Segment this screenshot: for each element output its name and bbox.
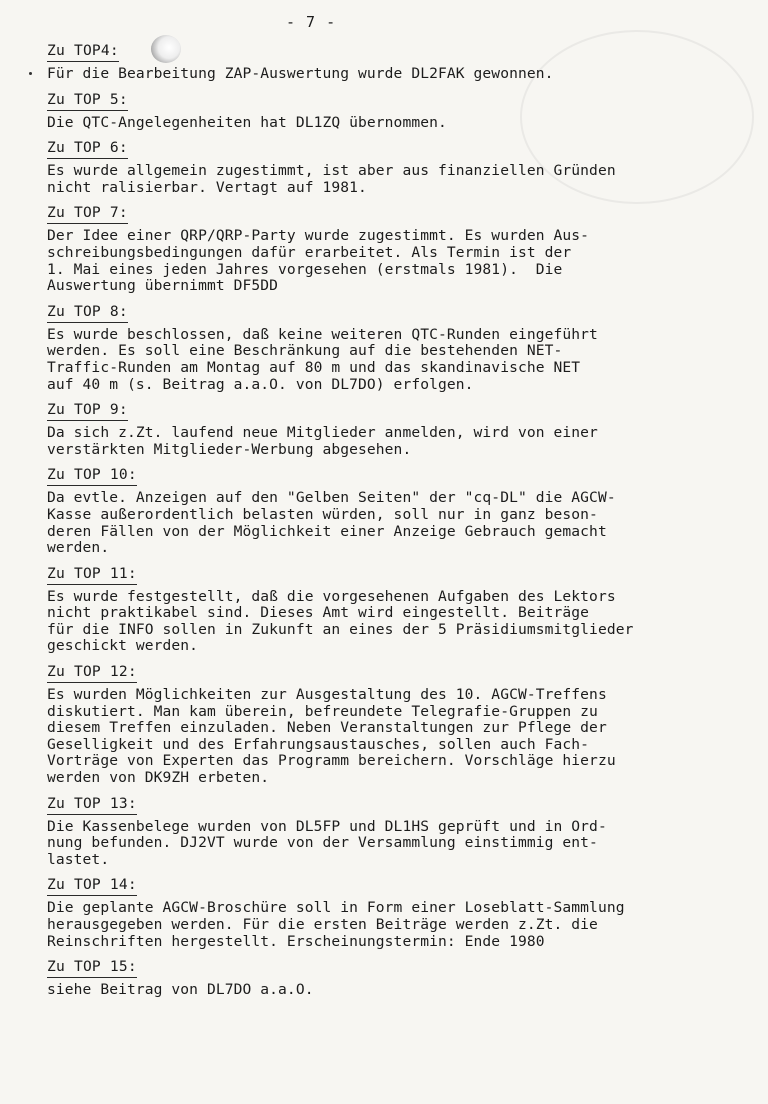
section-text-line: nicht ralisierbar. Vertagt auf 1981. bbox=[47, 178, 367, 196]
page-number: - 7 - bbox=[286, 13, 337, 31]
section-text-line: Reinschriften hergestellt. Erscheinungstermin: Ende 1980 bbox=[47, 932, 545, 950]
section-text-line: Es wurde beschlossen, daß keine weiteren QTC-Runden eingeführt bbox=[47, 325, 598, 343]
section-text-line: Der Idee einer QRP/QRP-Party wurde zugestimmt. Es wurden Aus- bbox=[47, 227, 590, 245]
section-text-line: Es wurden Möglichkeiten zur Ausgestaltung des 10. AGCW-Treffens bbox=[47, 686, 607, 704]
section-top-12 bbox=[47, 661, 747, 787]
section-heading: Zu TOP 10: bbox=[47, 465, 137, 486]
section-text-line: werden. bbox=[47, 539, 110, 557]
section-text-line: Die QTC-Angelegenheiten hat DL1ZQ übernommen. bbox=[47, 113, 447, 131]
section-top-6 bbox=[47, 137, 747, 196]
section-heading: Zu TOP 13: bbox=[47, 794, 137, 815]
section-text-line: Traffic-Runden am Montag auf 80 m und das skandinavische NET bbox=[47, 358, 581, 376]
section-text-line: Für die Bearbeitung ZAP-Auswertung wurde DL2FAK gewonnen. bbox=[47, 65, 554, 82]
section-top-10 bbox=[47, 464, 747, 556]
section-heading: Zu TOP 15: bbox=[47, 957, 137, 978]
section-heading: Zu TOP 5: bbox=[47, 90, 128, 111]
section-text-line: geschickt werden. bbox=[47, 637, 199, 655]
section-text-line: Geselligkeit und des Erfahrungsaustausches, sollen auch Fach- bbox=[47, 735, 590, 753]
section-text-line: Die Kassenbelege wurden von DL5FP und DL1HS geprüft und in Ord- bbox=[47, 817, 607, 835]
section-text-line: werden von DK9ZH erbeten. bbox=[47, 769, 270, 787]
section-top-5 bbox=[47, 89, 747, 132]
section-top-11 bbox=[47, 563, 747, 655]
section-text-line: deren Fällen von der Möglichkeit einer Anzeige Gebrauch gemacht bbox=[47, 522, 607, 540]
section-text-line: Es wurde allgemein zugestimmt, ist aber aus finanziellen Gründen bbox=[47, 162, 616, 180]
section-text-line: diesem Treffen einzuladen. Neben Veranstaltungen zur Pflege der bbox=[47, 719, 607, 737]
section-text-line: Da sich z.Zt. laufend neue Mitglieder anmelden, wird von einer bbox=[47, 424, 598, 442]
section-text-line: Auswertung übernimmt DF5DD bbox=[47, 277, 279, 295]
section-text-line: lastet. bbox=[47, 850, 110, 868]
section-top-15 bbox=[47, 956, 747, 999]
section-text-line: siehe Beitrag von DL7DO a.a.O. bbox=[47, 981, 314, 999]
section-text-line: auf 40 m (s. Beitrag a.a.O. von DL7DO) erfolgen. bbox=[47, 375, 474, 393]
section-text-line: Die geplante AGCW-Broschüre soll in Form einer Loseblatt-Sammlung bbox=[47, 899, 625, 917]
section-heading: Zu TOP 14: bbox=[47, 875, 137, 896]
section-heading: Zu TOP4: bbox=[47, 41, 119, 62]
document-body bbox=[47, 40, 747, 1005]
section-text-line: Kasse außerordentlich belasten würden, soll nur in ganz beson- bbox=[47, 505, 598, 523]
section-top-8 bbox=[47, 301, 747, 393]
section-heading: Zu TOP 7: bbox=[47, 203, 128, 224]
section-text-line: für die INFO sollen in Zukunft an eines der 5 Präsidiumsmitglieder bbox=[47, 620, 634, 638]
section-text-line: verstärkten Mitglieder-Werbung abgesehen. bbox=[47, 440, 412, 458]
section-text-line: nung befunden. DJ2VT wurde von der Versammlung einstimmig ent- bbox=[47, 834, 598, 852]
section-text-line: 1. Mai eines jeden Jahres vorgesehen (erstmals 1981). Die bbox=[47, 260, 563, 278]
margin-mark bbox=[29, 72, 32, 75]
section-heading: Zu TOP 6: bbox=[47, 138, 128, 159]
section-text-line: Es wurde festgestellt, daß die vorgesehenen Aufgaben des Lektors bbox=[47, 587, 616, 605]
section-text-line: herausgegeben werden. Für die ersten Beiträge werden z.Zt. die bbox=[47, 916, 598, 933]
section-heading: Zu TOP 9: bbox=[47, 400, 128, 421]
section-top-9 bbox=[47, 399, 747, 458]
section-text-line: werden. Es soll eine Beschränkung auf die bestehenden NET- bbox=[47, 342, 563, 360]
section-heading: Zu TOP 12: bbox=[47, 662, 137, 683]
section-top-14 bbox=[47, 874, 747, 950]
section-top-4 bbox=[47, 40, 747, 83]
section-heading: Zu TOP 11: bbox=[47, 564, 137, 585]
section-text-line: schreibungsbedingungen dafür erarbeitet. Als Termin ist der bbox=[47, 243, 572, 261]
section-text-line: Vorträge von Experten das Programm bereichern. Vorschläge hierzu bbox=[47, 752, 616, 770]
section-text-line: nicht praktikabel sind. Dieses Amt wird eingestellt. Beiträge bbox=[47, 604, 590, 622]
section-text-line: Da evtle. Anzeigen auf den "Gelben Seiten" der "cq-DL" die AGCW- bbox=[47, 489, 616, 507]
section-heading: Zu TOP 8: bbox=[47, 302, 128, 323]
section-top-13 bbox=[47, 793, 747, 869]
section-top-7 bbox=[47, 202, 747, 294]
section-text-line: diskutiert. Man kam überein, befreundete Telegrafie-Gruppen zu bbox=[47, 702, 598, 720]
